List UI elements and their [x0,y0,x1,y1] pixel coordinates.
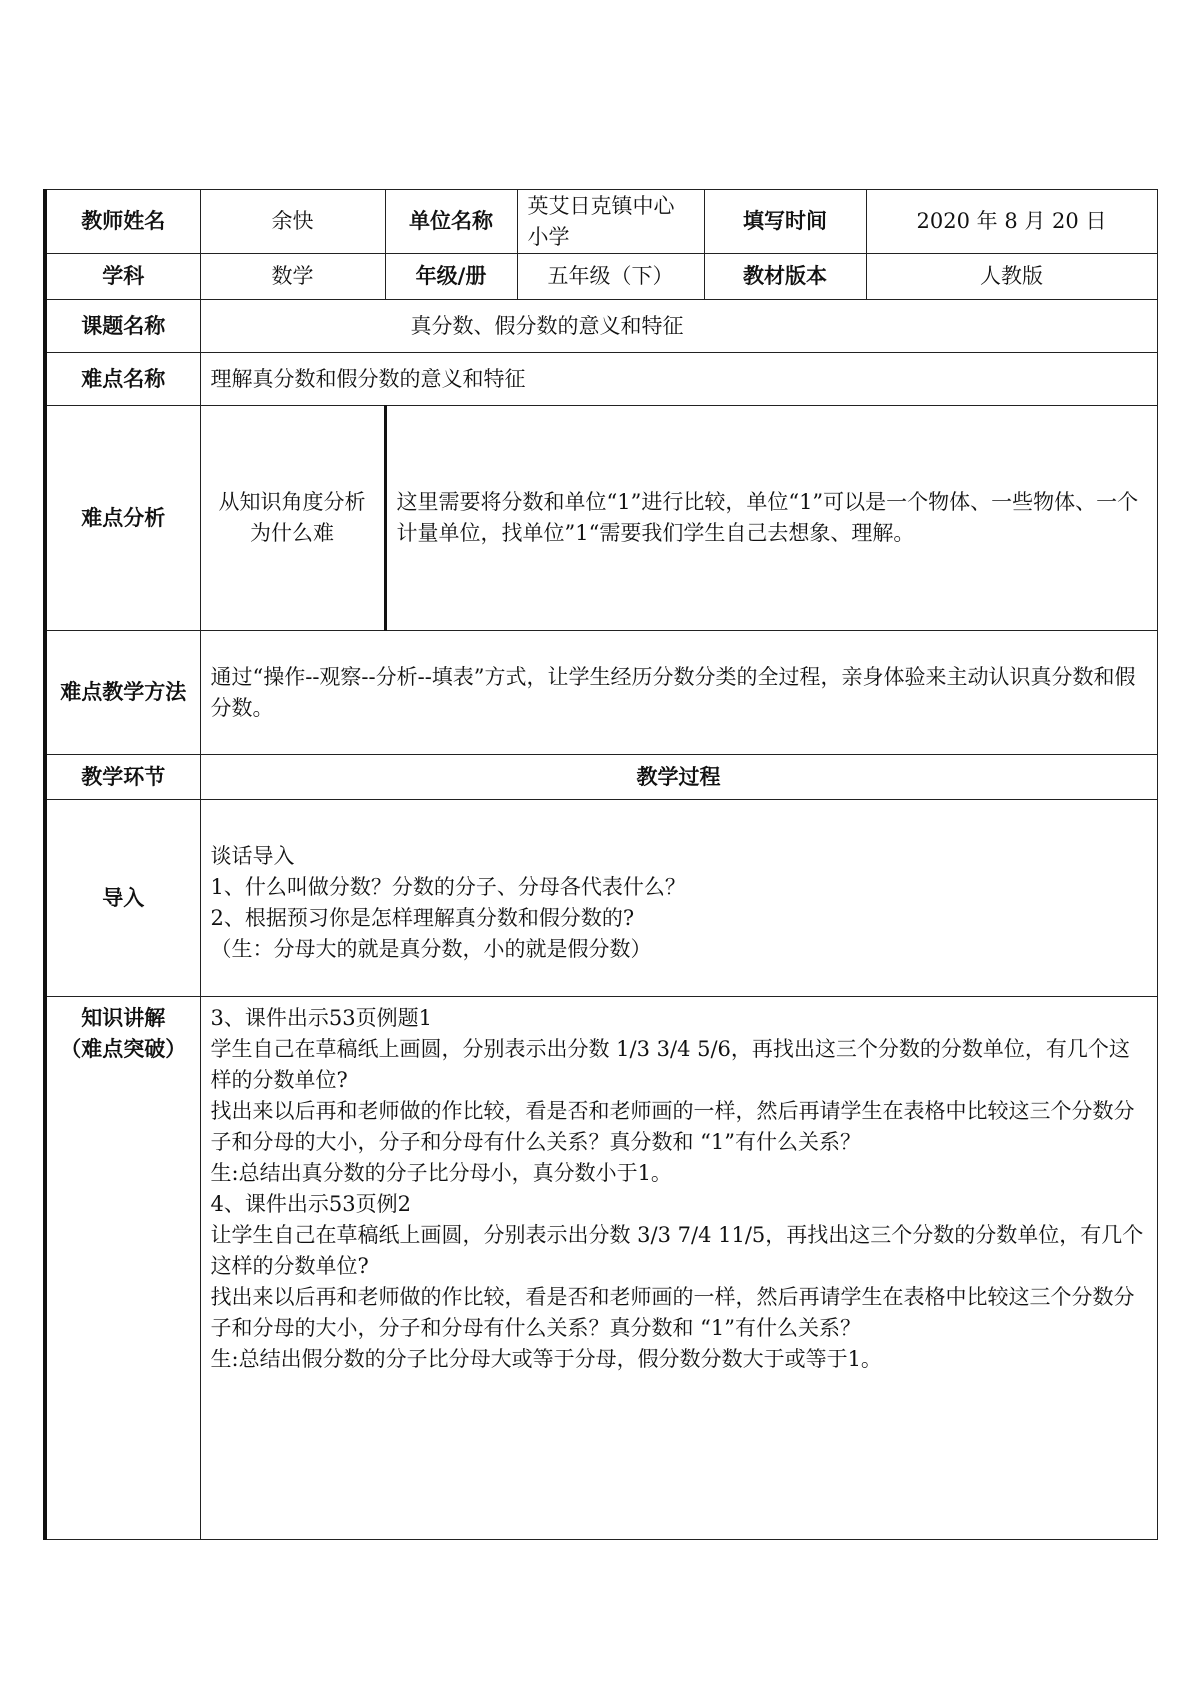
edition-value: 人教版 [866,254,1157,300]
intro-label: 导入 [45,800,200,997]
knowledge-paragraph: 学生自己在草稿纸上画圆，分别表示出分数 1/3 3/4 5/6，再找出这三个分数的分数单位，有几个这样的分数单位? [210,1037,1130,1092]
intro-content [200,800,1157,997]
analysis-text: 这里需要将分数和单位“1”进行比较，单位“1”可以是一个物体、一些物体、一个计量单位，找单位”1“需要我们学生自己去想象、理解。 [385,406,1157,631]
edition-label: 教材版本 [704,254,866,300]
analysis-label: 难点分析 [45,406,200,631]
knowledge-content [200,997,1157,1540]
difficulty-label: 难点名称 [45,353,200,406]
unit-name-label: 单位名称 [385,190,517,254]
method-label: 难点教学方法 [45,631,200,755]
stage-header: 教学环节 [45,755,200,800]
knowledge-label [45,997,200,1540]
grade-value: 五年级（下） [517,254,704,300]
analysis-row [45,406,1157,631]
knowledge-paragraph: 3、课件出示53页例题1 [210,1006,432,1030]
intro-line: 2、根据预习你是怎样理解真分数和假分数的? [210,906,635,930]
knowledge-paragraph: 找出来以后再和老师做的作比较，看是否和老师画的一样，然后再请学生在表格中比较这三个分数分子和分母的大小，分子和分母有什么关系？真分数和 “1”有什么关系？ [210,1285,1135,1340]
topic-label: 课题名称 [45,300,200,353]
knowledge-paragraph: 4、课件出示53页例2 [210,1192,411,1216]
intro-row [45,800,1157,997]
process-header: 教学过程 [200,755,1157,800]
analysis-sublabel: 从知识角度分析为什么难 [200,406,385,631]
intro-line: 1、什么叫做分数？分数的分子、分母各代表什么？ [210,875,686,899]
intro-line: （生：分母大的就是真分数，小的就是假分数） [210,937,652,961]
header-row-1 [45,190,1157,254]
teacher-name-value: 余快 [200,190,385,254]
topic-row [45,300,1157,353]
knowledge-paragraph: 生:总结出假分数的分子比分母大或等于分母，假分数分数大于或等于1。 [210,1347,882,1371]
knowledge-paragraph: 生:总结出真分数的分子比分母小，真分数小于1。 [210,1161,672,1185]
unit-name-value: 英艾日克镇中心小学 [517,190,704,254]
subject-value: 数学 [200,254,385,300]
section-header-row [45,755,1157,800]
knowledge-paragraph: 让学生自己在草稿纸上画圆，分别表示出分数 3/3 7/4 11/5，再找出这三个分数的分数单位，有几个这样的分数单位? [210,1223,1144,1278]
knowledge-row [45,997,1157,1540]
difficulty-value: 理解真分数和假分数的意义和特征 [200,353,1157,406]
subject-label: 学科 [45,254,200,300]
knowledge-label-line1: 知识讲解 [81,1006,166,1030]
fill-time-value: 2020 年 8 月 20 日 [866,190,1157,254]
topic-value: 真分数、假分数的意义和特征 [200,300,1157,353]
method-row [45,631,1157,755]
teacher-name-label: 教师姓名 [45,190,200,254]
intro-line: 谈话导入 [210,844,295,868]
difficulty-row [45,353,1157,406]
knowledge-paragraph: 找出来以后再和老师做的作比较，看是否和老师画的一样，然后再请学生在表格中比较这三个分数分子和分母的大小，分子和分母有什么关系？真分数和 “1”有什么关系？ [210,1099,1135,1154]
method-text: 通过“操作--观察--分析--填表”方式，让学生经历分数分类的全过程，亲身体验来主动认识真分数和假分数。 [200,631,1157,755]
knowledge-label-line2: （难点突破） [60,1037,187,1061]
lesson-form-table [43,189,1158,1540]
fill-time-label: 填写时间 [704,190,866,254]
grade-label: 年级/册 [385,254,517,300]
header-row-2 [45,254,1157,300]
